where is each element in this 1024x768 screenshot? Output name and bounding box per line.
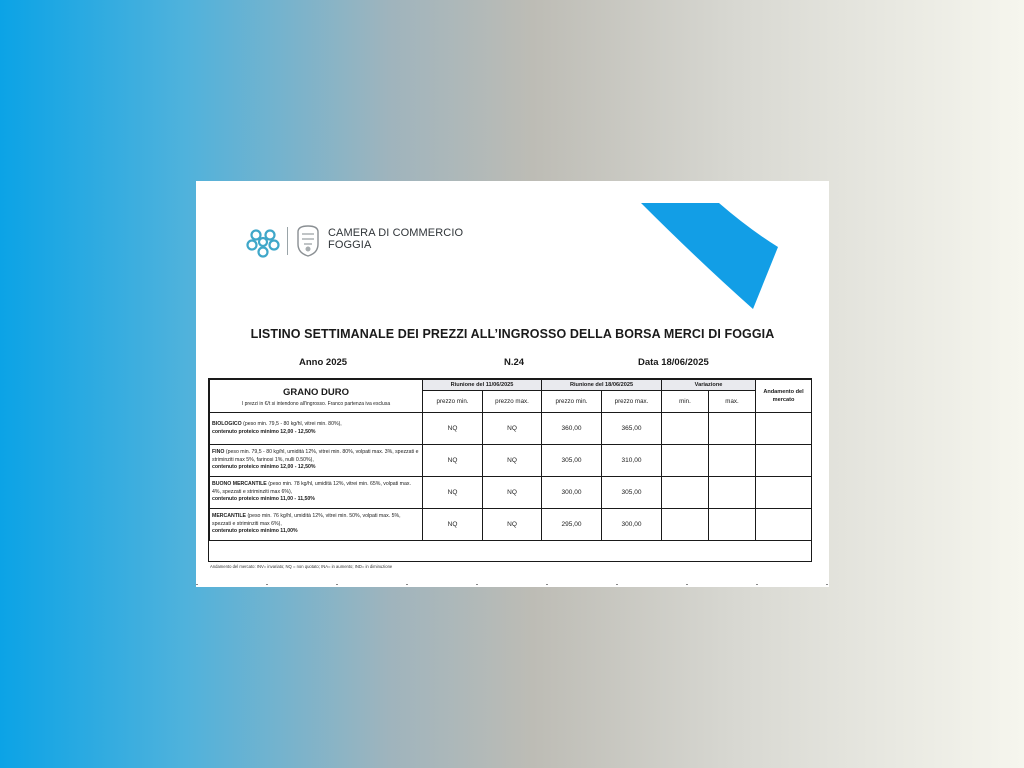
table-row [210, 477, 812, 509]
current-meeting-header: Riunione del 18/06/2025 [542, 380, 662, 391]
product-title: GRANO DURO [283, 386, 349, 398]
var-min-cell [662, 509, 709, 541]
cur-max-cell: 310,00 [602, 445, 662, 477]
cur-min-header: prezzo min. [542, 391, 602, 413]
row-name: BUONO MERCANTILE [212, 481, 267, 488]
cur-max-header: prezzo max. [602, 391, 662, 413]
cur-min-cell: 360,00 [542, 413, 602, 445]
issue-date: Data 18/06/2025 [638, 357, 709, 368]
prev-max-cell: NQ [483, 413, 542, 445]
product-note: I prezzi in €/t si intendono all'ingrosso. Franco partenza iva esclusa [241, 400, 391, 407]
trend-cell [756, 477, 812, 509]
row-protein: contenuto proteico minimo 11,00 - 11,50% [212, 496, 315, 503]
logo-divider [287, 227, 288, 255]
prev-min-cell: NQ [423, 445, 483, 477]
market-trend-header: Andamento del mercato [756, 380, 812, 413]
foggia-crest-icon [295, 224, 321, 258]
var-min-cell [662, 477, 709, 509]
prev-max-cell: NQ [483, 509, 542, 541]
var-max-cell [709, 413, 756, 445]
row-name: MERCANTILE [212, 513, 247, 520]
trend-cell [756, 509, 812, 541]
var-max-cell [709, 445, 756, 477]
cur-min-cell: 305,00 [542, 445, 602, 477]
row-spec: (peso min. 79,5 - 80 kg/hl, vitrei min. 80%), [241, 421, 342, 428]
row-spec: (peso min. 79,5 - 80 kg/hl, umidità 12%, vitrei min. 80%, volpati max. 3%, spezzati e striminziti max 5%, farinosi 1%, nulli 0.50%), [212, 449, 419, 463]
prev-max-header: prezzo max. [483, 391, 542, 413]
row-name: FINO [212, 449, 225, 456]
var-min-cell [662, 445, 709, 477]
decorative-arc-shape [641, 201, 786, 311]
variation-header: Variazione [662, 380, 756, 391]
product-header [210, 380, 423, 413]
market-trend-legend: Andamento del mercato: INV= invariato; NQ = non quotato; INA= in aumento; IND= in diminuzione [210, 564, 393, 569]
prev-min-cell: NQ [423, 509, 483, 541]
var-max-header: max. [709, 391, 756, 413]
cur-min-cell: 295,00 [542, 509, 602, 541]
var-min-cell [662, 413, 709, 445]
document-page [196, 181, 829, 587]
cur-max-cell: 305,00 [602, 477, 662, 509]
trend-cell [756, 413, 812, 445]
organization-name-line2: FOGGIA [328, 239, 372, 251]
previous-meeting-header: Riunione del 11/06/2025 [423, 380, 542, 391]
row-spec: (peso min. 78 kg/hl, umidità 12%, vitrei min. 65%, volpati max. 4%, spezzati e striminziti max 6%), [212, 481, 411, 495]
cur-max-cell: 365,00 [602, 413, 662, 445]
row-protein: contenuto proteico minimo 12,00 - 12,50% [212, 428, 316, 435]
row-description [210, 477, 423, 509]
row-protein: contenuto proteico minimo 11,00% [212, 528, 298, 535]
table-row [210, 413, 812, 445]
row-protein: contenuto proteico minimo 12,00 - 12,50% [212, 464, 316, 471]
chamber-knot-icon [246, 226, 280, 258]
row-name: BIOLOGICO [212, 421, 242, 428]
prev-min-header: prezzo min. [423, 391, 483, 413]
table-row [210, 445, 812, 477]
row-spec: (peso min. 76 kg/hl, umidità 12%, vitrei min. 50%, volpati max. 5%, spezzati e striminziti max 6%), [212, 513, 401, 527]
footer-divider [196, 584, 829, 585]
row-description [210, 509, 423, 541]
var-max-cell [709, 477, 756, 509]
cur-min-cell: 300,00 [542, 477, 602, 509]
prev-min-cell: NQ [423, 477, 483, 509]
table-row [210, 509, 812, 541]
prev-max-cell: NQ [483, 445, 542, 477]
cur-max-cell: 300,00 [602, 509, 662, 541]
trend-cell [756, 445, 812, 477]
organization-name [328, 227, 463, 251]
row-description [210, 445, 423, 477]
document-title: LISTINO SETTIMANALE DEI PREZZI ALL’INGROSSO DELLA BORSA MERCI DI FOGGIA [250, 327, 775, 341]
row-description [210, 413, 423, 445]
issue-number: N.24 [504, 357, 525, 368]
year-label: Anno 2025 [299, 357, 348, 368]
organization-name-line1: CAMERA DI COMMERCIO [328, 227, 464, 239]
prev-max-cell: NQ [483, 477, 542, 509]
var-min-header: min. [662, 391, 709, 413]
var-max-cell [709, 509, 756, 541]
prev-min-cell: NQ [423, 413, 483, 445]
chamber-of-commerce-logo [246, 221, 476, 261]
price-table [208, 378, 812, 562]
